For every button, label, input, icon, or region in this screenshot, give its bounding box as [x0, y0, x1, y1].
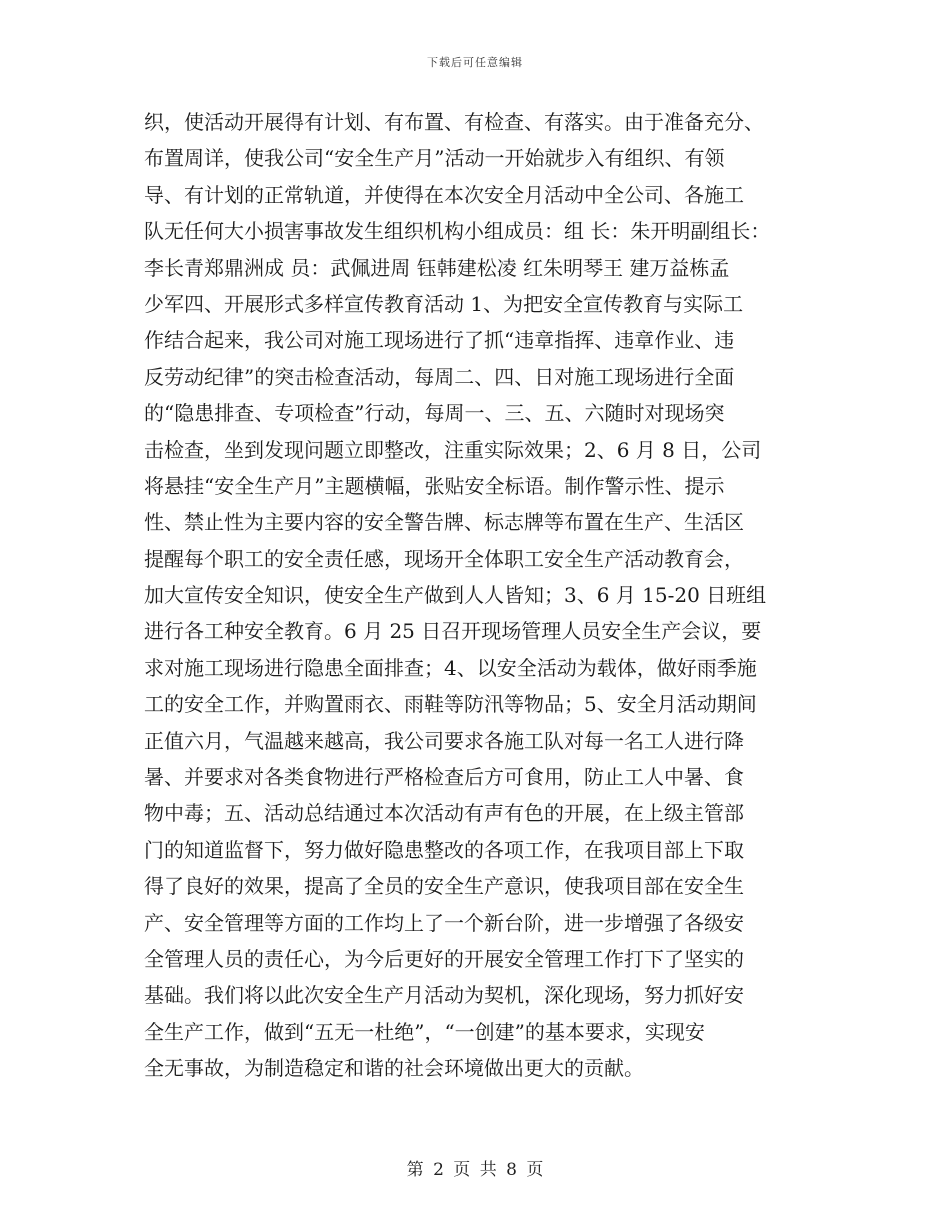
text-line: 作结合起来，我公司对施工现场进行了抓“违章指挥、违章作业、违 — [144, 328, 735, 353]
text-line: 全无事故，为制造稳定和谐的社会环境做出更大的贡献。 — [144, 1056, 644, 1081]
document-body — [144, 104, 812, 1087]
text-line: 性、禁止性为主要内容的安全警告牌、标志牌等布置在生产、生活区 — [144, 510, 744, 535]
text-line: 李长青郑鼎洲成 员：武佩进周 钰韩建松凌 红朱明琴王 建万益栋孟 — [144, 255, 730, 280]
text-line: 门的知道监督下，努力做好隐患整改的各项工作，在我项目部上下取 — [144, 837, 744, 862]
text-line: 进行各工种安全教育。6 月 25 日召开现场管理人员安全生产会议，要 — [144, 619, 762, 644]
text-line: 产、安全管理等方面的工作均上了一个新台阶，进一步增强了各级安 — [144, 910, 744, 935]
text-line: 布置周详，使我公司“安全生产月”活动一开始就步入有组织、有领 — [144, 146, 725, 171]
text-line: 的“隐患排查、专项检查”行动，每周一、三、五、六随时对现场突 — [144, 401, 725, 426]
text-line: 反劳动纪律”的突击检查活动，每周二、四、日对施工现场进行全面 — [144, 364, 735, 389]
text-line: 击检查，坐到发现问题立即整改，注重实际效果；2、6 月 8 日，公司 — [144, 437, 762, 462]
text-line: 正值六月，气温越来越高，我公司要求各施工队对每一名工人进行降 — [144, 728, 744, 753]
text-line: 得了良好的效果，提高了全员的安全生产意识，使我项目部在安全生 — [144, 874, 744, 899]
text-line: 基础。我们将以此次安全生产月活动为契机，深化现场，努力抓好安 — [144, 983, 744, 1008]
text-line: 求对施工现场进行隐患全面排查；4、以安全活动为载体，做好雨季施 — [144, 655, 757, 680]
text-line: 队无任何大小损害事故发生组织机构小组成员：组 长：朱开明副组长： — [144, 219, 771, 244]
text-line: 全生产工作，做到“五无一杜绝”，“一创建”的基本要求，实现安 — [144, 1019, 705, 1044]
page-header: 下载后可任意编辑 — [427, 56, 523, 69]
text-line: 提醒每个职工的安全责任感，现场开全体职工安全生产活动教育会， — [144, 546, 744, 571]
text-line: 织，使活动开展得有计划、有布置、有检查、有落实。由于准备充分、 — [144, 110, 764, 134]
text-line: 加大宣传安全知识，使安全生产做到人人皆知；3、6 月 15-20 日班组 — [144, 583, 767, 608]
text-line: 工的安全工作，并购置雨衣、雨鞋等防汛等物品；5、安全月活动期间 — [144, 692, 757, 717]
text-line: 全管理人员的责任心，为今后更好的开展安全管理工作打下了坚实的 — [144, 946, 744, 971]
text-line: 少军四、开展形式多样宣传教育活动 1、为把安全宣传教育与实际工 — [144, 291, 744, 316]
text-line: 暑、并要求对各类食物进行严格检查后方可食用，防止工人中暑、食 — [144, 765, 744, 790]
page-number: 第 2 页 共 8 页 — [406, 1160, 544, 1180]
text-line: 导、有计划的正常轨道，并使得在本次安全月活动中全公司、各施工 — [144, 182, 744, 207]
text-line: 物中毒；五、活动总结通过本次活动有声有色的开展，在上级主管部 — [144, 801, 744, 826]
text-line: 将悬挂“安全生产月”主题横幅，张贴安全标语。制作警示性、提示 — [144, 473, 725, 498]
